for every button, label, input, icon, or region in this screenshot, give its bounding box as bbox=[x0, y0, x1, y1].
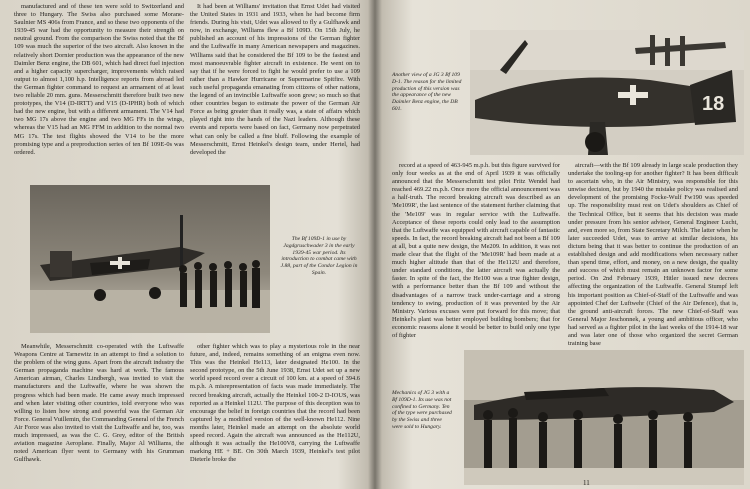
paragraph: record at a speed of 463-945 m.p.h. but this figure survived for only four weeks as at the end of April 1939 it was officially announced that the Messerschmitt test pilot Fritz Wendel had reached 469.22 m.p.h. Once more the official announcement was a half-truth. The record breaking aircraft was described as an 'Me109R', the last sentence of the statement further claiming that the 'Me109' was in regular service with the Luftwaffe. Acceptance of these reports could only lead to the assumption that the Luftwaffe was equipped with aircraft capable of fantastic speeds. In fact, the record breaking aircraft had not been a Bf 109 at all, but a quite new design, the Me209. In addition, it was not made clear that the flight of the 'Me109R' had been made at a much higher altitude than that of the He112U and therefore, under standard conditions, the latter aircraft was actually the faster. In spite of the fact, the He100 was a true fighter design, with a performance better than the Bf 109 and without the disadvantages of a narrow track under-carriage and a strong tendency to swing, production of it was prevented by the Air Ministry. Various excuses were put forward for this move; that Heinkel's plant was better employed building bombers; that for economic reasons alone it would be better to build only one type of fighter bbox=[392, 162, 560, 339]
svg-text:18: 18 bbox=[702, 93, 725, 115]
photo-caption-top bbox=[392, 72, 464, 113]
mechanics-photo-illustration bbox=[464, 350, 744, 485]
left-page bbox=[0, 0, 372, 489]
photo-caption-bottom bbox=[392, 390, 452, 431]
paragraph: It had been at Williams' invitation that Ernst Udet had visited the United States in 1931 and 1933, when he had become firm friends. During his visit, Udet was allowed to fly a Gulfhawk and now, in exchange, Williams flew a Bf 109D. On 15th July, he published an account of his impressions of the German fighter and the Luftwaffe in many American newspapers and magazines. Williams said that he considered the Bf 109 to be the fastest and most manoeuvrable fighter aircraft in existence. He went on to say that if he were forced to fight he would prefer to use a 109 rather than a Hawker Hurricane or Supermarine Spitfire. With such useful propaganda emanating from citizens of other nations, the legend of an invincible Luftwaffe soon grew; so much so that other countries began to estimate the power of the German Air Force as being greater than it really was, a state of affairs which played right into the hands of the Nazi leaders. Although these events and reports were based on fact, Germany now perpetrated what can only be called a fine bluff. Following the example of Messerschmitt, Ernst Heinkel's design team, under Hertel, had developed the bbox=[190, 3, 360, 156]
right-mid-left-column bbox=[392, 162, 560, 340]
right-page bbox=[378, 0, 750, 489]
photo-caption-left bbox=[279, 236, 359, 277]
paragraph: aircraft—with the Bf 109 already in large scale production they undertake the tooling-up for another fighter? It has been difficult to ascertain who, in the Air Ministry, was responsible for this unwise decision, but by 1940 the mistake policy was realised and development of the promising Focke-Wulf Fw190 was speeded up. The responsibility must rest on Udet's shoulders as Chief of the Technical Office, but it seems that his decision was made under pressure from his senior advisor, General Engineer Lucht, and, even more so, from State Secretary Milch. The latter when he later succeeded Udet, was to arrive at similar decisions, his dictum being that it was better to continue the production of an established design and add modifications when necessary rather than spend time, effort, and money, on a new design, the quality and success of which must remain an unknown factor for some period. On 2nd February 1939, Hitler issued new decrees affecting the organization of the Luftwaffe. General Stumpf left his important position as Chief-of-Staff of the Luftwaffe and was appointed Chef der Luftwehr (Chief of the Air Defence), that is, the ground anti-aircraft forces. The new Chief-of-Staff was General Major Jeschonnek, a young and ambitious officer, who had served as a fighter pilot in the last weeks of the 1914-18 war and was later one of those who organized the secret German training base bbox=[568, 162, 738, 348]
left-bottom-left-column bbox=[14, 343, 184, 464]
left-top-left-column bbox=[14, 3, 184, 157]
caption-text: Mechanics of JG 3 with a Bf 109D-1. Its use was not confined to Germany. Ten of the type were purchased by the Swiss and three were sold to Hungary. bbox=[392, 390, 452, 430]
page-number: 11 bbox=[583, 479, 590, 487]
bf109d-photo bbox=[30, 185, 270, 333]
caption-text: The Bf 109D-1 in use by Jagdgruschwader 3 in the early 1939-45 war period. Its introduction to combat came with J.88, part of the Condor Legion in Spain. bbox=[280, 236, 358, 276]
left-top-right-column bbox=[190, 3, 360, 157]
right-mid-right-column bbox=[568, 162, 738, 348]
caption-text: Another view of a JG 3 Bf 109 D-1. The reason for the limited production of this version was the appearance of the new Daimler Benz engine, the DB 601. bbox=[392, 72, 462, 112]
paragraph: Meanwhile, Messerschmitt co-operated with the Luftwaffe Weapons Centre at Tarnewitz in an attempt to find a solution to the problem of the wing guns. Apart from the aircraft industry the German propaganda machine was hard at work. The famous American airman, Charles Lindbergh, was invited to visit the manufacturers and the Luftwaffe, where he was shown the progress which had been made. He came away much impressed and when later visiting other countries, told everyone who was willing to listen how strong and powerful was the German Air Force. General Vuillemin, the Commanding General of the French Air Force was also invited to visit the Luftwaffe and he, too, was much impressed, as was the C. G. Grey, editor of the British aviation magazine Aeroplane. Finally, Major Al Williams, the noted American flyer went to Germany with his Grumman Gulfhawk. bbox=[14, 343, 184, 464]
bf109d-photo-illustration bbox=[30, 185, 270, 333]
jg3-photo-illustration bbox=[470, 30, 744, 155]
left-bottom-right-column bbox=[190, 343, 360, 464]
paragraph: manufactured and of these ten were sold to Switzerland and three to Hungary. The Swiss also purchased some Morane-Saulnier MS 406s from France, and so these two opponents of the 1939-45 war had the opportunity to measure their strength on neutral ground. From the comparison the Swiss noted that the Bf 109 was much the superior of the two aircraft. Also known in the relatively short Dornier production was the appearance of the new Daimler Benz engine, the DB 601, which had direct fuel injection and a higher capacity supercharger, improvements which raised output to almost 1,100 h.p. Intelligence reports from abroad led the German fighter command to request an armament of at least two reliable 20 mm. guns. Messerschmitt therefore built two new prototypes, the V14 (D-IRTT) and V15 (D-IPHR) both of which had the new engine, but with a different armament. The V14 had two MG 17s above the engine and two MG FFs in the wings, whereas the V15 had an MG FFM in addition to the normal two MG 17s. The test flights showed the V14 to be the more promising type and a preproduction series of ten Bf 109E-0s was ordered. bbox=[14, 3, 184, 156]
paragraph: other fighter which was to play a mysterious role in the near future, and, indeed, remains something of an enigma even now. This was the Heinkel He113, later designated He100. In the second prototype, on the 5th June 1938, Ernst Udet set up a new world speed record over a circuit of 100 km. at a speed of 394.6 m.p.h. A misrepresentation of facts was made immediately. The record breaking aircraft, actually the Heinkel 100-2 D-IOUS, was reported as a Heinkel 112U. The purpose of this deception was to encourage the belief in foreign countries that the record had been captured by a modified version of the well-known He112. Nine months later, Heinkel made an attempt on the absolute world speed record. Again the aircraft was announced as the He112U, although it was actually the He100V8, carrying the Luftwaffe marking HE + BE. On 30th March 1939, Heinkel's test pilot Dieterle broke the bbox=[190, 343, 360, 464]
mechanics-photo bbox=[464, 350, 744, 485]
jg3-bf109d-photo bbox=[470, 30, 744, 155]
